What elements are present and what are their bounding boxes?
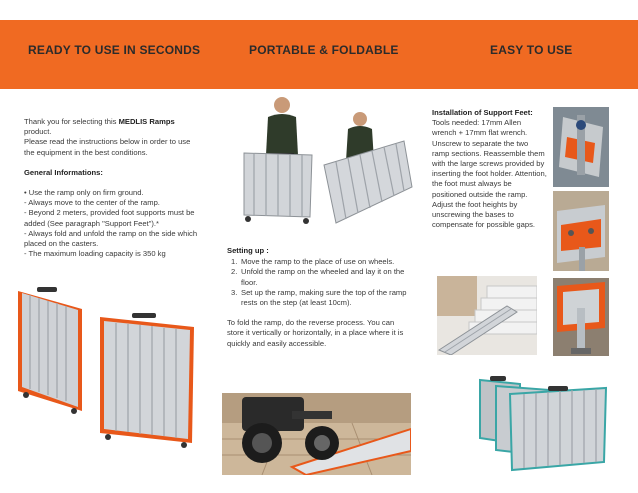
setup-heading: Setting up : xyxy=(227,246,269,255)
intro-prefix: Thank you for selecting this xyxy=(24,117,119,126)
intro-brand: MEDLIS Ramps xyxy=(118,117,175,126)
header-right-title: EASY TO USE xyxy=(490,43,573,57)
intro-suffix: product. xyxy=(24,127,52,137)
stairs-ramp-photo xyxy=(437,276,537,355)
installation-block xyxy=(432,108,547,230)
foot-closeup-photo-3 xyxy=(553,278,609,356)
installation-heading: Installation of Support Feet: xyxy=(432,108,533,117)
foot-closeup-photo-1 xyxy=(553,107,609,187)
general-item: - Always move to the center of the ramp. xyxy=(24,198,160,208)
intro-line2: Please read the instructions below in order to use the equipment in the best conditions. xyxy=(24,137,191,157)
installation-body: Tools needed: 17mm Allen wrench + 17mm flat wrench. Unscrew to separate the two ramp sections. Reassemble them with the large screws provided by inserting the foot holder. Attention, the foot must always be positioned outside the ramp. Adjust the foot heights by unscrewing the bases to compensate for possible gaps. xyxy=(432,118,547,230)
folded-ramps-photo xyxy=(12,283,212,458)
setup-step: 2. Unfold the ramp on the wheeled and lay it on the floor. xyxy=(231,267,405,287)
general-item: - Always fold and unfold the ramp on the side which placed on the casters. xyxy=(24,228,198,249)
setup-step: 1. Move the ramp to the place of use on wheels. xyxy=(231,257,395,267)
foot-closeup-photo-2 xyxy=(553,191,609,271)
header-banner xyxy=(0,20,638,89)
setup-steps xyxy=(227,257,412,308)
setup-step: 3. Set up the ramp, making sure the top of the ramp rests on the step (at least 10cm). xyxy=(231,287,407,308)
header-center-title: PORTABLE & FOLDABLE xyxy=(249,43,399,57)
teal-ramps-photo xyxy=(474,372,614,472)
general-item: - Beyond 2 meters, provided foot supports must be added (See paragraph "Support Feet").* xyxy=(24,208,195,228)
wheelchair-ramp-photo xyxy=(222,393,411,475)
intro-block xyxy=(24,117,202,259)
fold-note: To fold the ramp, do the reverse process. You can store it vertically or horizontally, in a place where it is quickly and easily accessible. xyxy=(227,318,404,348)
general-item: • Use the ramp only on firm ground. xyxy=(24,188,144,198)
setup-block xyxy=(227,246,412,349)
general-heading: General Informations: xyxy=(24,167,103,177)
general-item: - The maximum loading capacity is 350 kg xyxy=(24,249,166,259)
header-left-title: READY TO USE IN SECONDS xyxy=(28,43,201,57)
intro-paragraph xyxy=(24,117,202,137)
unfolding-ramp-photo xyxy=(232,95,414,225)
